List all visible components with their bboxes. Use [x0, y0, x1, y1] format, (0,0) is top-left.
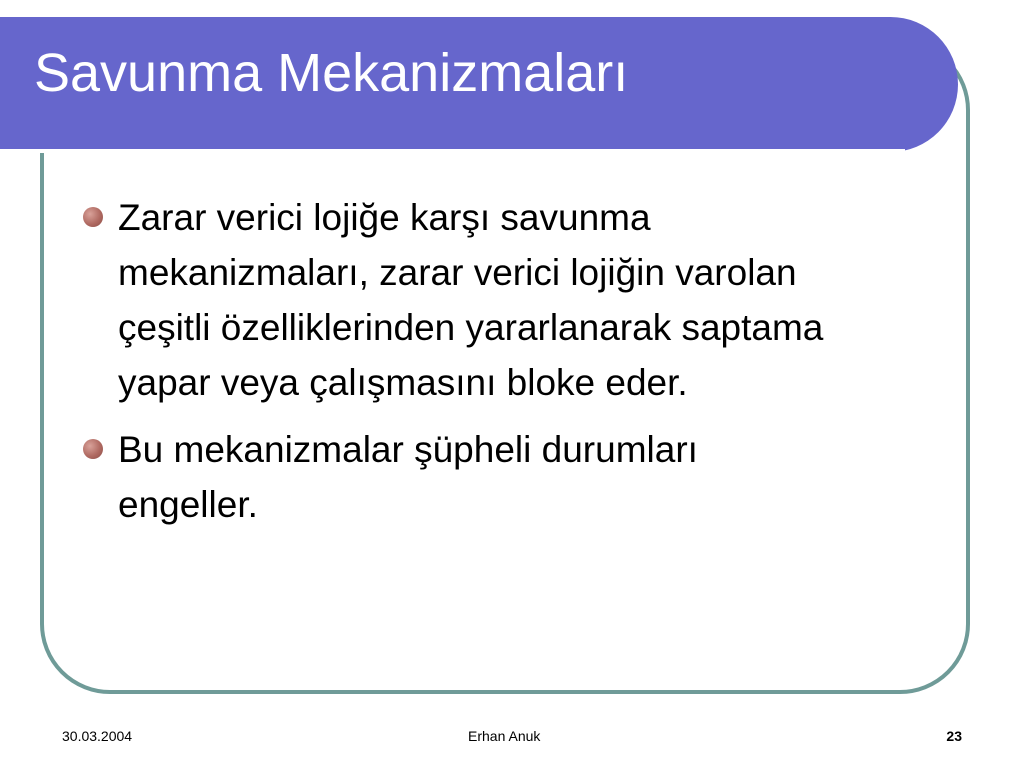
footer-date: 30.03.2004 [62, 728, 133, 744]
footer-author: Erhan Anuk [468, 728, 541, 744]
bullet-item [80, 422, 840, 532]
bullet-text: Bu mekanizmalar şüpheli durumları engeller. [118, 429, 698, 525]
slide-title: Savunma Mekanizmaları [34, 43, 629, 103]
page-number: 23 [946, 728, 962, 744]
bullet-icon [83, 439, 103, 459]
bullet-text: Zarar verici lojiğe karşı savunma mekanizmaları, zarar verici lojiğin varolan çeşitli özelliklerinden yararlanarak saptama yapar veya çalışmasını bloke eder. [118, 197, 824, 403]
bullet-list [80, 190, 840, 544]
bullet-item [80, 190, 840, 410]
title-underline [0, 149, 905, 153]
bullet-icon [83, 207, 103, 227]
